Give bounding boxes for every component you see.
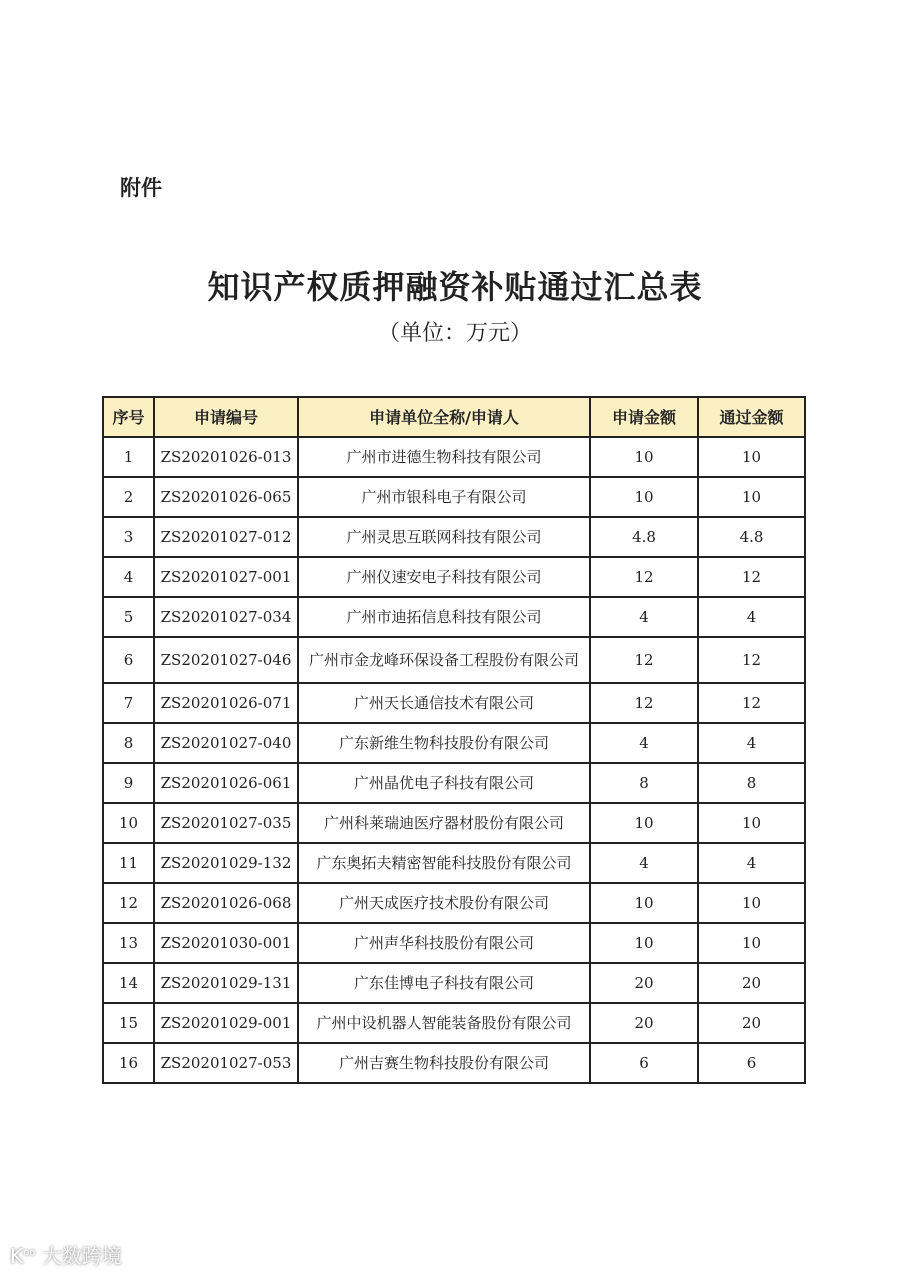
cell-approved-amount: 20	[698, 1003, 805, 1043]
cell-requested-amount: 12	[590, 557, 698, 597]
cell-requested-amount: 10	[590, 437, 698, 477]
summary-table	[102, 396, 806, 1084]
cell-index: 16	[103, 1043, 154, 1083]
cell-approved-amount: 10	[698, 923, 805, 963]
watermark-logo: $K^{oo}$ 大数跨境	[10, 1244, 122, 1268]
cell-requested-amount: 10	[590, 883, 698, 923]
cell-requested-amount: 20	[590, 1003, 698, 1043]
unit-label: （单位：万元）	[377, 321, 532, 346]
table-row	[103, 843, 805, 883]
cell-applicant: 广州中设机器人智能装备股份有限公司	[298, 1003, 590, 1043]
header-requested-amount: 申请金额	[590, 397, 698, 437]
cell-application-no: ZS20201027-053	[154, 1043, 298, 1083]
cell-requested-amount: 20	[590, 963, 698, 1003]
cell-approved-amount: 4	[698, 843, 805, 883]
cell-applicant: 广州声华科技股份有限公司	[298, 923, 590, 963]
cell-applicant: 广州晶优电子科技有限公司	[298, 763, 590, 803]
cell-application-no: ZS20201027-001	[154, 557, 298, 597]
cell-requested-amount: 4	[590, 597, 698, 637]
cell-index: 7	[103, 683, 154, 723]
cell-index: 12	[103, 883, 154, 923]
cell-approved-amount: 4	[698, 597, 805, 637]
cell-approved-amount: 12	[698, 557, 805, 597]
table-row	[103, 803, 805, 843]
cell-requested-amount: 8	[590, 763, 698, 803]
cell-requested-amount: 4.8	[590, 517, 698, 557]
cell-index: 14	[103, 963, 154, 1003]
cell-applicant: 广州市银科电子有限公司	[298, 477, 590, 517]
cell-approved-amount: 12	[698, 683, 805, 723]
cell-index: 3	[103, 517, 154, 557]
cell-index: 5	[103, 597, 154, 637]
table-row	[103, 883, 805, 923]
table-row	[103, 437, 805, 477]
cell-approved-amount: 12	[698, 637, 805, 683]
cell-index: 4	[103, 557, 154, 597]
cell-application-no: ZS20201026-071	[154, 683, 298, 723]
cell-requested-amount: 10	[590, 923, 698, 963]
cell-applicant: 广州科莱瑞迪医疗器材股份有限公司	[298, 803, 590, 843]
cell-requested-amount: 4	[590, 843, 698, 883]
table-row	[103, 763, 805, 803]
cell-requested-amount: 12	[590, 683, 698, 723]
cell-index: 6	[103, 637, 154, 683]
table-row	[103, 477, 805, 517]
cell-application-no: ZS20201026-068	[154, 883, 298, 923]
table-row	[103, 923, 805, 963]
cell-requested-amount: 10	[590, 477, 698, 517]
cell-requested-amount: 6	[590, 1043, 698, 1083]
cell-applicant: 广州吉赛生物科技股份有限公司	[298, 1043, 590, 1083]
header-approved-amount: 通过金额	[698, 397, 805, 437]
table-row	[103, 517, 805, 557]
cell-applicant: 广州天成医疗技术股份有限公司	[298, 883, 590, 923]
header-application-no: 申请编号	[154, 397, 298, 437]
cell-application-no: ZS20201029-001	[154, 1003, 298, 1043]
cell-applicant: 广州仪速安电子科技有限公司	[298, 557, 590, 597]
cell-applicant: 广东新维生物科技股份有限公司	[298, 723, 590, 763]
cell-approved-amount: 10	[698, 477, 805, 517]
cell-application-no: ZS20201029-131	[154, 963, 298, 1003]
cell-index: 13	[103, 923, 154, 963]
cell-requested-amount: 12	[590, 637, 698, 683]
cell-applicant: 广州灵思互联网科技有限公司	[298, 517, 590, 557]
cell-index: 15	[103, 1003, 154, 1043]
table-header-row	[103, 397, 805, 437]
cell-applicant: 广州市进德生物科技有限公司	[298, 437, 590, 477]
cell-approved-amount: 10	[698, 803, 805, 843]
table-row	[103, 723, 805, 763]
attachment-label: 附件	[120, 176, 162, 200]
cell-applicant: 广州市迪拓信息科技有限公司	[298, 597, 590, 637]
cell-index: 11	[103, 843, 154, 883]
table-row	[103, 963, 805, 1003]
cell-approved-amount: 10	[698, 883, 805, 923]
cell-application-no: ZS20201027-034	[154, 597, 298, 637]
cell-application-no: ZS20201027-012	[154, 517, 298, 557]
cell-applicant: 广东佳博电子科技有限公司	[298, 963, 590, 1003]
cell-approved-amount: 6	[698, 1043, 805, 1083]
cell-approved-amount: 8	[698, 763, 805, 803]
cell-requested-amount: 10	[590, 803, 698, 843]
table-row	[103, 1003, 805, 1043]
header-index: 序号	[103, 397, 154, 437]
cell-approved-amount: 20	[698, 963, 805, 1003]
cell-applicant: 广东奥拓夫精密智能科技股份有限公司	[298, 843, 590, 883]
header-applicant: 申请单位全称/申请人	[298, 397, 590, 437]
table-row	[103, 1043, 805, 1083]
cell-application-no: ZS20201026-065	[154, 477, 298, 517]
cell-index: 1	[103, 437, 154, 477]
table-row	[103, 597, 805, 637]
cell-index: 9	[103, 763, 154, 803]
cell-application-no: ZS20201026-061	[154, 763, 298, 803]
cell-application-no: ZS20201030-001	[154, 923, 298, 963]
cell-approved-amount: 4.8	[698, 517, 805, 557]
cell-applicant: 广州天长通信技术有限公司	[298, 683, 590, 723]
watermark-text: 大数跨境	[41, 1244, 122, 1268]
cell-applicant: 广州市金龙峰环保设备工程股份有限公司	[298, 637, 590, 683]
cell-requested-amount: 4	[590, 723, 698, 763]
table-row	[103, 683, 805, 723]
cell-index: 10	[103, 803, 154, 843]
cell-application-no: ZS20201027-046	[154, 637, 298, 683]
cell-index: 8	[103, 723, 154, 763]
cell-approved-amount: 10	[698, 437, 805, 477]
cell-application-no: ZS20201027-040	[154, 723, 298, 763]
cell-application-no: ZS20201029-132	[154, 843, 298, 883]
cell-approved-amount: 4	[698, 723, 805, 763]
cell-index: 2	[103, 477, 154, 517]
cell-application-no: ZS20201026-013	[154, 437, 298, 477]
table-row	[103, 557, 805, 597]
page-title: 知识产权质押融资补贴通过汇总表	[207, 268, 703, 306]
cell-application-no: ZS20201027-035	[154, 803, 298, 843]
table-row	[103, 637, 805, 683]
